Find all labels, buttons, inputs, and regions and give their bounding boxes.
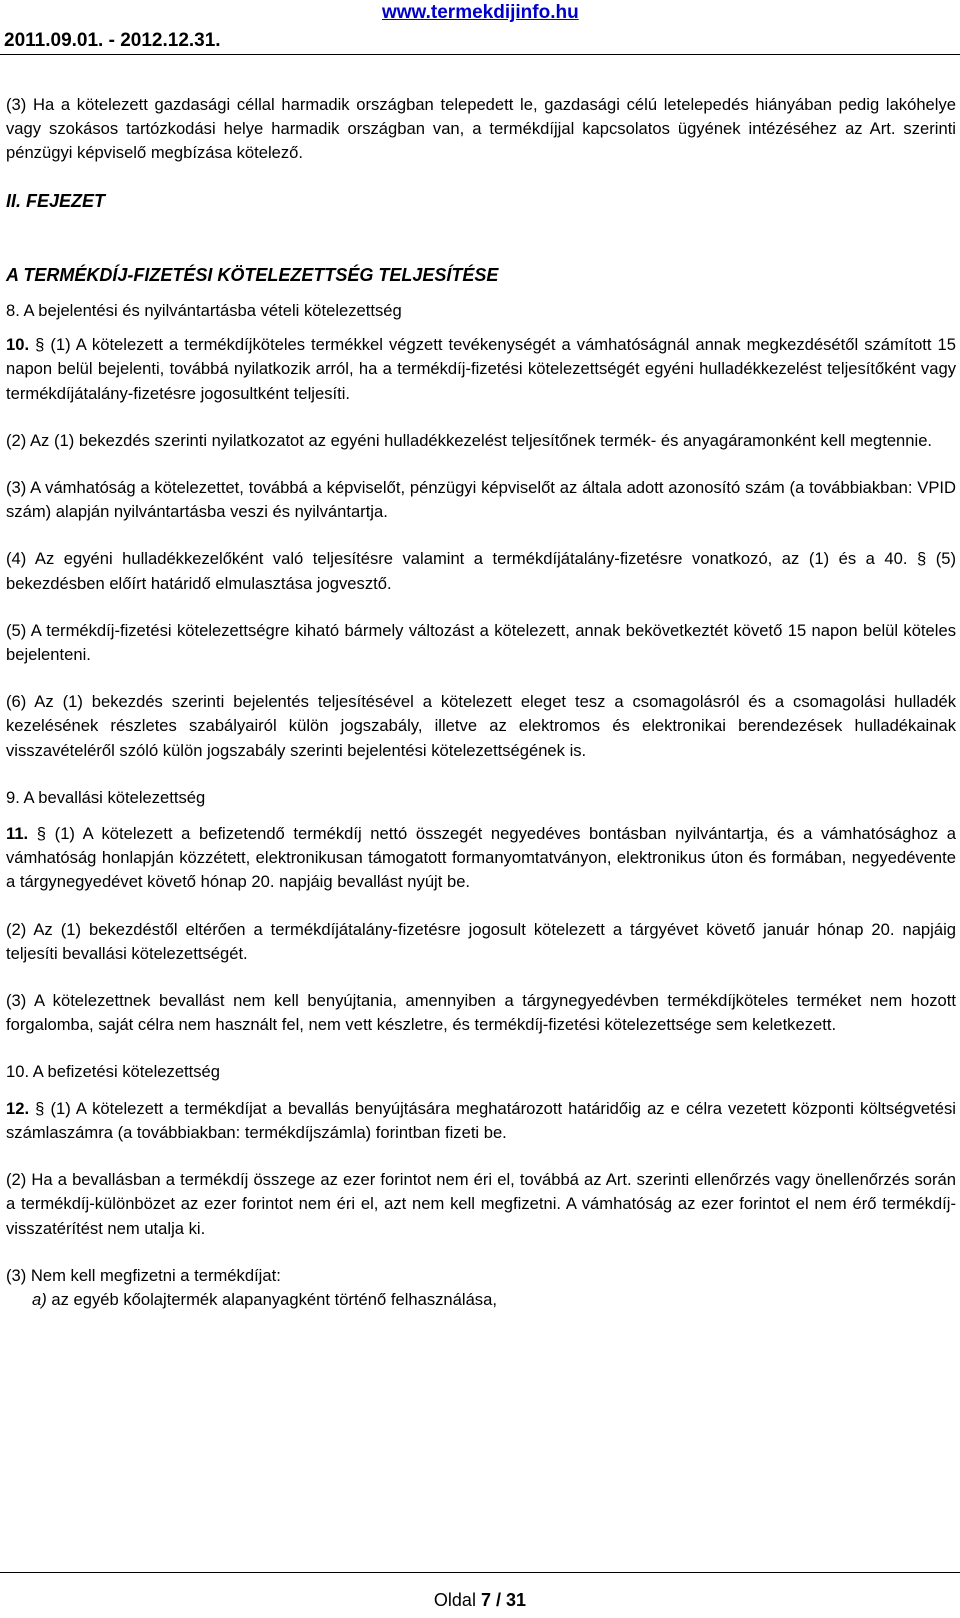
paragraph-10-2: (2) Az (1) bekezdés szerinti nyilatkozatot az egyéni hulladékkezelést teljesítőnek termék- és anyagáramonként kell megtennie. [6,430,933,450]
list-label: a) [32,1289,47,1309]
section-number: 11. [6,824,29,844]
section-8-title: 8. A bejelentési és nyilvántartásba vételi kötelezettség [6,301,402,321]
page-footer [0,1590,960,1611]
paragraph-text: (1) A kötelezett a termékdíjköteles termékkel végzett tevékenységét a vámhatóságnál annak megkezdésétől számított 15 napon belül bejelenti, továbbá nyilatkozik arról, ha a termékdíj-fizetési kötelezettségét egyéni hulladékkezelést teljesítőként vagy termékdíjátalány-fizetésre jogosultként teljesíti. [6,335,956,403]
paragraph-12-2: (2) Ha a bevallásban a termékdíj összege az ezer forintot nem éri el, továbbá az Art. szerinti ellenőrzés vagy önellenőrzés során a termékdíj-különbözet az ezer forintot nem éri el, azt nem kell megfizetni. A vámhatóság az ezer forintot el nem érő termékdíj-visszatérítést nem utalja ki. [6,1170,956,1238]
paragraph-12-3-a [6,1288,956,1312]
section-symbol: § [35,1098,45,1118]
page-current: 7 [480,1590,491,1610]
section-10-title: 10. A befizetési kötelezettség [6,1062,221,1082]
chapter-subtitle: A TERMÉKDÍJ-FIZETÉSI KÖTELEZETTSÉG TELJESÍTÉSE [6,264,499,285]
paragraph-11-1 [6,822,956,895]
paragraph-text: (1) A kötelezett a befizetendő termékdíj nettó összegét negyedéves bontásban nyilvántartja, és a vámhatósághoz a vámhatóság honlapján közzétett, elektronikusan támogatott formanyomtatványon, elektronikus úton és formában, negyedévente a tárgynegyedévet követő hónap 20. napjáig bevallást nyújt be. [6,824,956,892]
section-9-title: 9. A bevallási kötelezettség [6,787,206,807]
footer-divider [0,1572,960,1573]
chapter-title: II. FEJEZET [6,190,106,211]
page-total: 31 [506,1590,527,1610]
section-symbol: § [35,335,45,355]
header-divider [0,54,960,55]
header-website-link[interactable]: www.termekdijinfo.hu [382,2,579,23]
paragraph-text: (1) A kötelezett a termékdíjat a bevallás benyújtására meghatározott határidőig az e célra vezetett központi költségvetési számlaszámra (a továbbiakban: termékdíjszámla) forintban fizeti be. [6,1098,956,1142]
list-item-text: az egyéb kőolajtermék alapanyagként történő felhasználása, [51,1289,497,1309]
document-body [6,93,956,1335]
paragraph-11-3: (3) A kötelezettnek bevallást nem kell benyújtania, amennyiben a tárgynegyedévben termékdíjköteles terméket nem hozott forgalomba, saját célra nem használt fel, nem vett készletre, és termékdíj-fizetési kötelezettsége sem keletkezett. [6,991,956,1035]
paragraph-10-3: (3) A vámhatóság a kötelezettet, továbbá a képviselőt, pénzügyi képviselőt az általa adott azonosító szám (a továbbiakban: VPID szám) alapján nyilvántartásba veszi és nyilvántartja. [6,478,956,522]
paragraph-11-2: (2) Az (1) bekezdéstől eltérően a termékdíjátalány-fizetésre jogosult kötelezett a tárgyévet követő január hónap 20. napjáig teljesíti bevallási kötelezettségét. [6,919,956,963]
page-separator: / [496,1590,502,1610]
paragraph-10-6: (6) Az (1) bekezdés szerinti bejelentés teljesítésével a kötelezett eleget tesz a csomagolásról és a csomagolási hulladék kezelésének részletes szabályairól külön jogszabály, illetve az elektromos és elektronikai berendezések hulladékainak visszavételéről szóló külön jogszabály szerinti bejelentési kötelezettségének is. [6,692,956,760]
paragraph-intro: (3) Ha a kötelezett gazdasági céllal harmadik országban telepedett le, gazdasági célú letelepedés hiányában pedig lakóhelye vagy szokásos tartózkodási helye harmadik országban van, a termékdíjjal kapcsolatos ügyének intézéséhez az Art. szerinti pénzügyi képviselő megbízása kötelező. [6,95,956,163]
paragraph-12-1 [6,1097,956,1145]
section-number: 12. [6,1098,30,1118]
paragraph-10-4: (4) Az egyéni hulladékkezelőként való teljesítésre valamint a termékdíjátalány-fizetésre vonatkozó, az (1) és a 40. § (5) bekezdésben előírt határidő elmulasztása jogvesztő. [6,549,956,593]
page-label: Oldal [433,1590,476,1610]
paragraph-10-1 [6,333,956,406]
section-symbol: § [36,824,47,844]
paragraph-12-3: (3) Nem kell megfizetni a termékdíjat: [6,1265,281,1285]
header-date-range: 2011.09.01. - 2012.12.31. [4,30,221,51]
paragraph-10-5: (5) A termékdíj-fizetési kötelezettségre kiható bármely változást a kötelezett, annak bekövetkeztét követő 15 napon belül köteles bejelenteni. [6,620,956,665]
section-number: 10. [6,335,30,355]
